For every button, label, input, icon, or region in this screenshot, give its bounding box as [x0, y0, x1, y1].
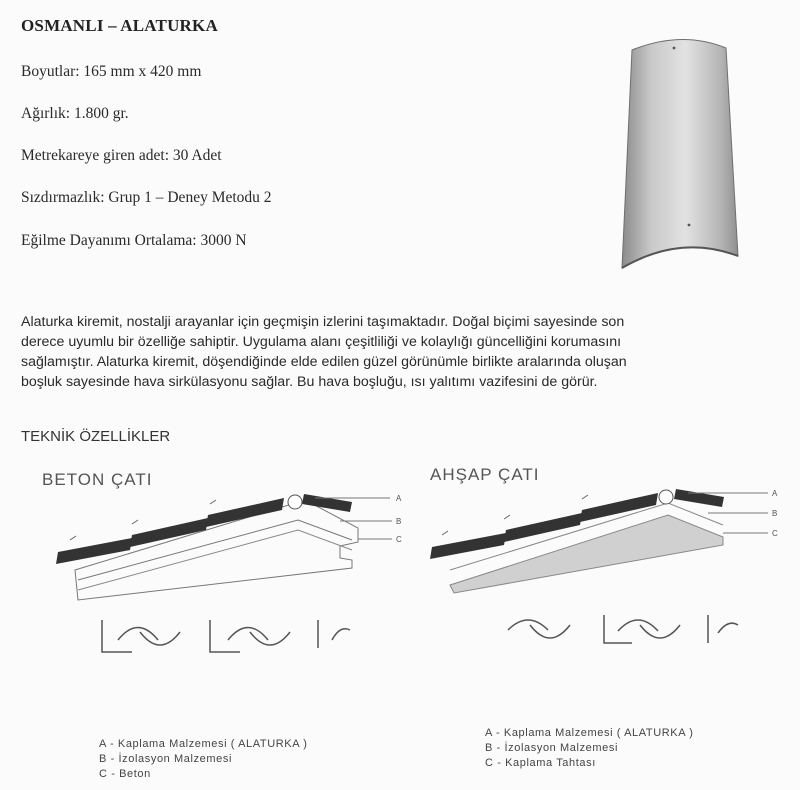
beton-tag-c: C [396, 535, 402, 544]
description-line: boşluk sayesinde hava sirkülasyonu sağlar. Bu hava boşluğu, ısı yalıtımı vazifesini de görür. [21, 374, 598, 390]
description-line: sağlamıştır. Alaturka kiremit, döşendiğinde elde edilen güzel görünümle birlikte aralarında oluşan [21, 354, 627, 370]
beton-tag-a: A [396, 494, 402, 503]
spec-impermeability: Sızdırmazlık: Grup 1 – Deney Metodu 2 [21, 189, 272, 206]
beton-legend-c: C - Beton [99, 768, 151, 780]
ahsap-legend-c: C - Kaplama Tahtası [485, 757, 596, 769]
product-title: OSMANLI – ALATURKA [21, 16, 218, 35]
ahsap-legend-a: A - Kaplama Malzemesi ( ALATURKA ) [485, 727, 694, 739]
beton-legend-a: A - Kaplama Malzemesi ( ALATURKA ) [99, 738, 308, 750]
ahsap-tag-a: A [772, 489, 778, 498]
beton-legend-b: B - İzolasyon Malzemesi [99, 753, 233, 765]
beton-tag-b: B [396, 517, 402, 526]
ahsap-roof-diagram [418, 475, 798, 675]
beton-roof-title: BETON ÇATI [42, 470, 153, 489]
description-line: derece uyumlu bir özelliğe sahiptir. Uygulama alanı çeşitliliği ve kolaylığı güncelliğini korumasını [21, 334, 622, 350]
spec-bending-strength: Eğilme Dayanımı Ortalama: 3000 N [21, 232, 247, 249]
ahsap-legend-b: B - İzolasyon Malzemesi [485, 742, 619, 754]
ahsap-tag-c: C [772, 529, 778, 538]
spec-dimensions: Boyutlar: 165 mm x 420 mm [21, 63, 202, 80]
ahsap-roof-title: AHŞAP ÇATI [430, 465, 540, 484]
ahsap-tag-b: B [772, 509, 778, 518]
spec-weight: Ağırlık: 1.800 gr. [21, 105, 129, 122]
description-line: Alaturka kiremit, nostalji arayanlar için geçmişin izlerini taşımaktadır. Doğal biçimi sayesinde son [21, 314, 625, 330]
product-description [21, 312, 779, 392]
ahsap-legend [485, 726, 693, 771]
roof-tile-image [610, 28, 750, 278]
beton-legend [99, 737, 307, 782]
spec-pieces-per-m2: Metrekareye giren adet: 30 Adet [21, 147, 222, 164]
section-title: TEKNİK ÖZELLİKLER [21, 428, 171, 445]
beton-roof-diagram [40, 480, 420, 680]
